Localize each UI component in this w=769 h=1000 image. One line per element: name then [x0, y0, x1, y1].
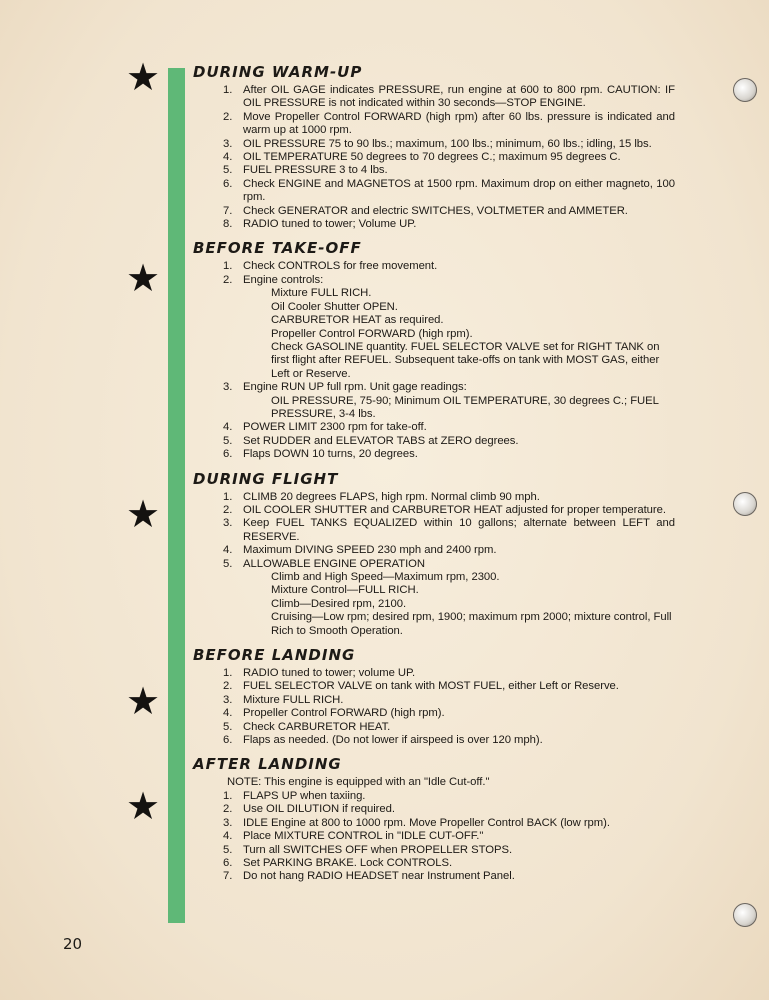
- binder-hole-middle: [733, 492, 757, 516]
- star-icon: ★: [126, 784, 161, 828]
- item-text: ALLOWABLE ENGINE OPERATION: [243, 557, 426, 570]
- item-number: 5.: [223, 164, 233, 177]
- item-text: Flaps as needed. (Do not lower if airspeed is over 120 mph).: [243, 734, 543, 747]
- item-text: Flaps DOWN 10 turns, 20 degrees.: [243, 448, 418, 461]
- item-text: Check CARBURETOR HEAT.: [243, 720, 391, 733]
- checklist-subitem: Propeller Control FORWARD (high rpm).: [271, 327, 473, 340]
- checklist-subitem: Cruising—Low rpm; desired rpm, 1900; maximum rpm 2000; mixture control, Full Rich to Smooth Operation.: [271, 611, 672, 637]
- checklist-item: [193, 558, 675, 571]
- binder-hole-bottom: [733, 903, 757, 927]
- checklist-item: [193, 205, 675, 218]
- star-icon: ★: [126, 492, 161, 536]
- star-icon: ★: [126, 679, 161, 723]
- checklist-item: [193, 734, 675, 747]
- section-title: BEFORE LANDING: [193, 646, 356, 665]
- checklist-item: [193, 84, 675, 111]
- checklist-subitem: Oil Cooler Shutter OPEN.: [271, 300, 398, 313]
- checklist-item: [193, 721, 675, 734]
- item-number: 3.: [223, 816, 233, 829]
- page-number: 20: [63, 935, 83, 953]
- item-text: Check GENERATOR and electric SWITCHES, VOLTMETER and AMMETER.: [243, 204, 628, 217]
- item-number: 2.: [223, 273, 233, 286]
- star-icon: ★: [126, 256, 161, 300]
- item-text: Move Propeller Control FORWARD (high rpm) after 60 lbs. pressure is indicated and warm up at 1000 rpm.: [243, 110, 675, 137]
- item-text: Check CONTROLS for free movement.: [243, 260, 438, 273]
- item-number: 1.: [223, 490, 233, 503]
- checklist-section: [193, 240, 675, 461]
- item-number: 4.: [223, 421, 233, 434]
- item-text: OIL PRESSURE 75 to 90 lbs.; maximum, 100 lbs.; minimum, 60 lbs.; idling, 15 lbs.: [243, 137, 652, 150]
- item-text: Engine RUN UP full rpm. Unit gage readings:: [243, 381, 467, 394]
- checklist-item: [193, 680, 675, 693]
- item-number: 1.: [223, 84, 233, 96]
- section-title: BEFORE TAKE-OFF: [193, 239, 362, 258]
- item-text: RADIO tuned to tower; Volume UP.: [243, 218, 417, 231]
- section-note: NOTE: This engine is equipped with an "Idle Cut-off.": [227, 776, 490, 789]
- item-number: 4.: [223, 707, 233, 720]
- section-title: DURING WARM-UP: [193, 63, 363, 81]
- checklist-item: [193, 448, 675, 461]
- item-text: Mixture FULL RICH.: [243, 693, 344, 706]
- checklist-item: [193, 381, 675, 394]
- item-text: Do not hang RADIO HEADSET near Instrument Panel.: [243, 870, 515, 883]
- item-text: Set PARKING BRAKE. Lock CONTROLS.: [243, 856, 453, 869]
- checklist-item: [193, 790, 675, 803]
- item-number: 2.: [223, 110, 233, 123]
- item-number: 5.: [223, 434, 233, 447]
- item-number: 5.: [223, 557, 233, 570]
- checklist-subitem: OIL PRESSURE, 75-90; Minimum OIL TEMPERATURE, 30 degrees C.; FUEL PRESSURE, 3-4 lbs.: [271, 394, 659, 420]
- item-text: Use OIL DILUTION if required.: [243, 803, 395, 816]
- item-number: 4.: [223, 830, 233, 843]
- checklist-section: [193, 647, 675, 747]
- checklist-item: [193, 491, 675, 504]
- checklist-item: [193, 504, 675, 517]
- item-number: 6.: [223, 856, 233, 869]
- item-number: 2.: [223, 803, 233, 816]
- item-text: Set RUDDER and ELEVATOR TABS at ZERO degrees.: [243, 434, 519, 447]
- item-text: Check ENGINE and MAGNETOS at 1500 rpm. Maximum drop on either magneto, 100 rpm.: [243, 177, 675, 204]
- item-number: 6.: [223, 448, 233, 461]
- checklist-section: [193, 471, 675, 638]
- item-number: 3.: [223, 137, 233, 150]
- item-text: After OIL GAGE indicates PRESSURE, run engine at 600 to 800 rpm. CAUTION: IF OIL PRESSURE is not indicated within 30 seconds—STOP ENGINE.: [243, 84, 675, 110]
- checklist-item: [193, 544, 675, 557]
- item-number: 4.: [223, 151, 233, 164]
- checklist-item: [193, 517, 675, 544]
- item-number: 8.: [223, 218, 233, 231]
- checklist-item: [193, 803, 675, 816]
- checklist-item: [193, 138, 675, 151]
- item-number: 4.: [223, 544, 233, 557]
- checklist-item: [193, 830, 675, 843]
- item-text: OIL TEMPERATURE 50 degrees to 70 degrees C.; maximum 95 degrees C.: [243, 151, 621, 164]
- item-number: 2.: [223, 680, 233, 693]
- checklist-section: [193, 64, 675, 231]
- checklist-item: [193, 817, 675, 830]
- checklist-subitem: Check GASOLINE quantity. FUEL SELECTOR VALVE set for RIGHT TANK on first flight after REFUEL. Subsequent take-offs on tank with MOST GAS, either Left or Reserve.: [271, 340, 660, 380]
- item-text: POWER LIMIT 2300 rpm for take-off.: [243, 421, 427, 434]
- item-number: 3.: [223, 693, 233, 706]
- checklist-item: [193, 870, 675, 883]
- green-margin-bar: [168, 68, 185, 923]
- item-number: 7.: [223, 204, 233, 217]
- checklist-subitem: Mixture Control—FULL RICH.: [271, 584, 419, 597]
- checklist-subitem: CARBURETOR HEAT as required.: [271, 314, 444, 327]
- item-number: 1.: [223, 789, 233, 802]
- item-number: 3.: [223, 517, 233, 530]
- item-text: Keep FUEL TANKS EQUALIZED within 10 gallons; alternate between LEFT and RESERVE.: [243, 517, 675, 543]
- item-text: FUEL PRESSURE 3 to 4 lbs.: [243, 164, 388, 177]
- section-title: DURING FLIGHT: [193, 469, 339, 488]
- item-number: 6.: [223, 177, 233, 190]
- item-text: OIL COOLER SHUTTER and CARBURETOR HEAT adjusted for proper temperature.: [243, 503, 666, 516]
- checklist-item: [193, 707, 675, 720]
- item-number: 1.: [223, 667, 233, 680]
- checklist-item: [193, 151, 675, 164]
- checklist-subitem: Climb—Desired rpm, 2100.: [271, 597, 407, 610]
- checklist-item: [193, 844, 675, 857]
- binder-hole-top: [733, 78, 757, 102]
- item-number: 3.: [223, 381, 233, 394]
- star-icon: ★: [126, 55, 161, 99]
- item-number: 5.: [223, 720, 233, 733]
- item-text: FLAPS UP when taxiing.: [243, 789, 366, 802]
- item-number: 1.: [223, 260, 233, 273]
- item-number: 6.: [223, 734, 233, 747]
- checklist-item: [193, 178, 675, 205]
- item-text: Place MIXTURE CONTROL in "IDLE CUT-OFF.": [243, 830, 484, 843]
- checklist-item: [193, 164, 675, 177]
- checklist-subitem: Climb and High Speed—Maximum rpm, 2300.: [271, 571, 500, 583]
- checklist-section: [193, 756, 675, 883]
- checklist-item: [193, 857, 675, 870]
- checklist-content: [193, 64, 675, 893]
- checklist-item: [193, 274, 675, 287]
- item-text: Propeller Control FORWARD (high rpm).: [243, 707, 445, 720]
- checklist-item: [193, 260, 675, 273]
- item-text: Turn all SWITCHES OFF when PROPELLER STOPS.: [243, 843, 513, 856]
- item-text: Maximum DIVING SPEED 230 mph and 2400 rpm.: [243, 544, 497, 557]
- checklist-item: [193, 435, 675, 448]
- checklist-subitem: Mixture FULL RICH.: [271, 287, 372, 300]
- item-text: CLIMB 20 degrees FLAPS, high rpm. Normal climb 90 mph.: [243, 490, 540, 503]
- section-title: AFTER LANDING: [193, 755, 342, 774]
- item-text: Engine controls:: [243, 273, 324, 286]
- checklist-item: [193, 694, 675, 707]
- item-text: RADIO tuned to tower; volume UP.: [243, 667, 416, 680]
- item-number: 2.: [223, 503, 233, 516]
- item-number: 5.: [223, 843, 233, 856]
- item-text: IDLE Engine at 800 to 1000 rpm. Move Propeller Control BACK (low rpm).: [243, 816, 610, 829]
- checklist-item: [193, 218, 675, 231]
- checklist-item: [193, 421, 675, 434]
- checklist-item: [193, 667, 675, 680]
- checklist-item: [193, 111, 675, 138]
- item-number: 7.: [223, 870, 233, 883]
- item-text: FUEL SELECTOR VALVE on tank with MOST FUEL, either Left or Reserve.: [243, 680, 619, 693]
